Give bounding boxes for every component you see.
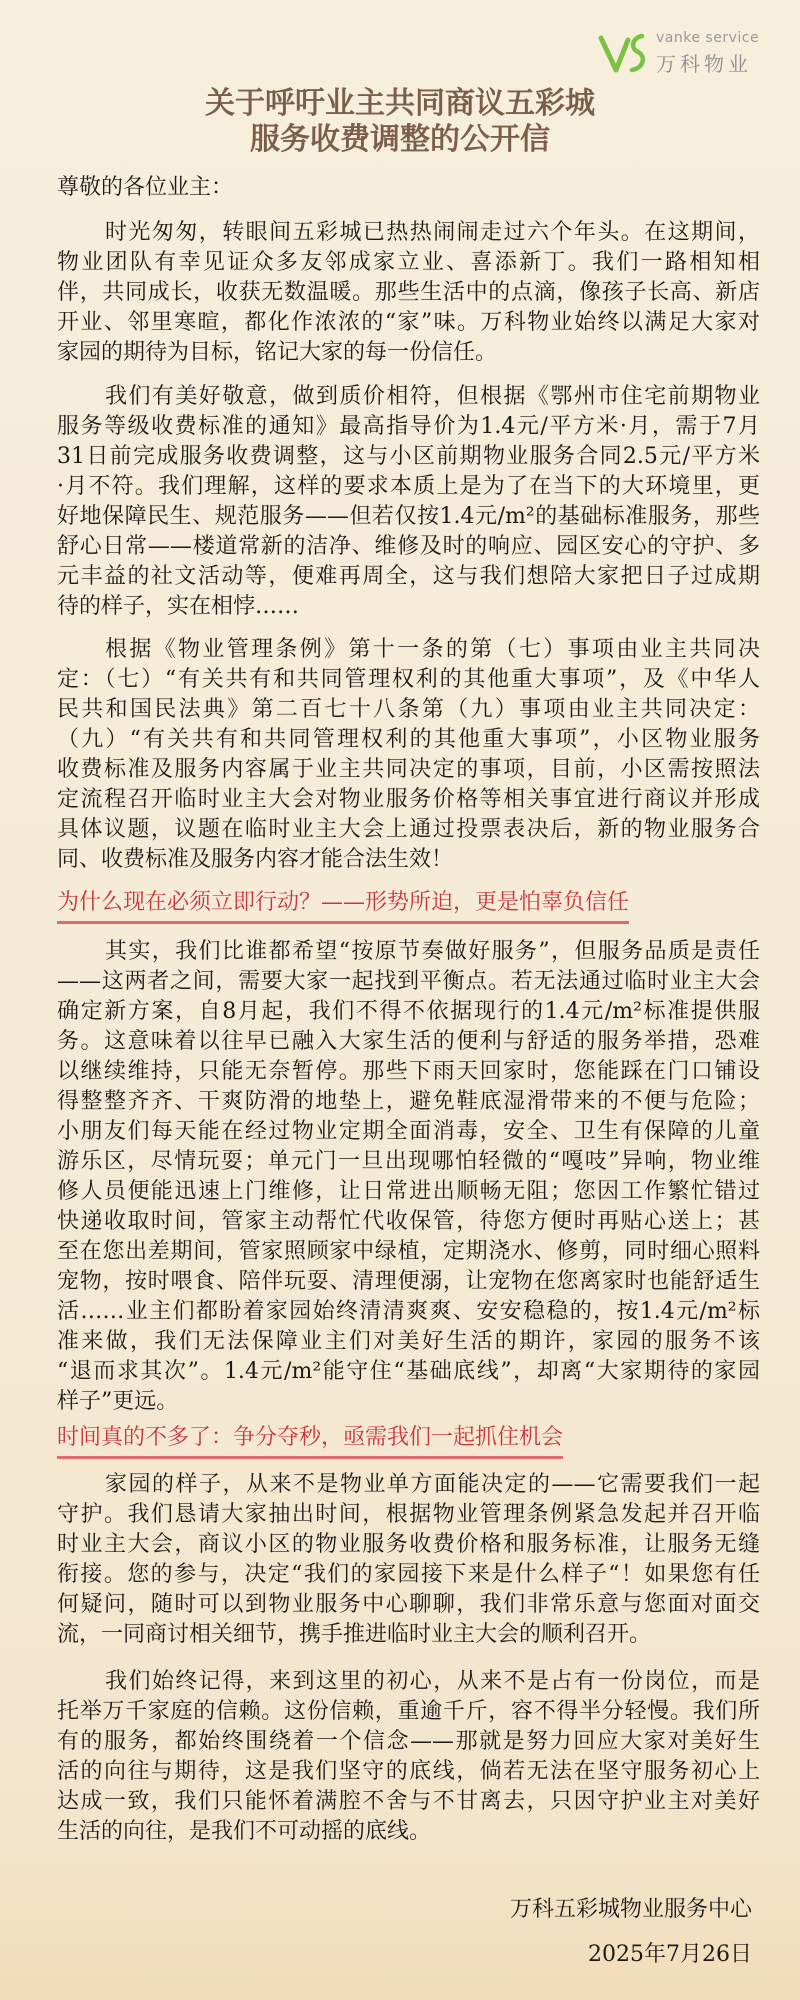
paragraph-intro	[57, 218, 760, 368]
text-line: “退而求其次”。1.4元/m²能守住“基础底线”，却离“大家期待的家园	[57, 1359, 760, 1384]
text-line: 我们有美好敬意，做到质价相符，但根据《鄂州市住宅前期物业	[105, 384, 760, 409]
signature: 万科五彩城物业服务中心	[509, 1897, 752, 1922]
vanke-logo-icon	[598, 32, 652, 74]
text-line: 定流程召开临时业主大会对物业服务价格等相关事宜进行商议并形成	[57, 787, 760, 812]
paragraph-legal-basis	[57, 635, 760, 875]
section-heading-why-act-now: 为什么现在必须立即行动？——形势所迫，更是怕辜负信任	[57, 888, 629, 924]
greeting: 尊敬的各位业主：	[57, 175, 234, 200]
text-line: 时光匆匆，转眼间五彩城已热热闹闹走过六个年头。在这期间，	[105, 220, 760, 245]
text-line: 准来做，我们无法保障业主们对美好生活的期许，家园的服务不该	[57, 1329, 760, 1354]
section-heading-time-running-out: 时间真的不多了：争分夺秒，亟需我们一起抓住机会	[57, 1423, 563, 1459]
text-line: 有的服务，都始终围绕着一个信念——那就是努力回应大家对美好生	[57, 1729, 760, 1754]
text-line: 样子”更远。	[57, 1389, 179, 1414]
text-line: 活的向往与期待，这是我们坚守的底线，倘若无法在坚守服务初心上	[57, 1759, 760, 1784]
text-line: 快递收取时间，管家主动帮忙代收保管，待您方便时再贴心送上；甚	[57, 1209, 760, 1234]
text-line: 至在您出差期间，管家照顾家中绿植，定期浇水、修剪，同时细心照料	[57, 1239, 760, 1264]
text-line: 收费标准及服务内容属于业主共同决定的事项，目前，小区需按照法	[57, 757, 760, 782]
text-line: 家园的样子，从来不是物业单方面能决定的——它需要我们一起	[105, 1472, 760, 1497]
text-line: 宠物，按时喂食、陪伴玩耍、清理便溺，让宠物在您离家时也能舒适生	[57, 1269, 760, 1294]
text-line: 伴，共同成长，收获无数温暖。那些生活中的点滴，像孩子长高、新店	[57, 280, 760, 305]
logo-text-cn: 万科物业	[656, 52, 752, 76]
title-line-2: 服务收费调整的公开信	[250, 122, 550, 157]
text-line: 好地保障民生、规范服务——但若仅按1.4元/m²的基础标准服务，那些	[57, 504, 760, 529]
text-line: 待的样子，实在相悖……	[57, 594, 300, 619]
text-line: 得整整齐齐、干爽防滑的地垫上，避免鞋底湿滑带来的不便与危险；	[57, 1089, 760, 1114]
text-line: 舒心日常——楼道常新的洁净、维修及时的响应、园区安心的守护、多	[57, 534, 760, 559]
text-line: 定：（七）“有关共有和共同管理权利的其他重大事项”，及《中华人	[57, 667, 760, 692]
text-line: 游乐区，尽情玩耍；单元门一旦出现哪怕轻微的“嘎吱”异响，物业维	[57, 1149, 760, 1174]
text-line: 31日前完成服务收费调整，这与小区前期物业服务合同2.5元/平方米	[57, 444, 760, 469]
text-line: 务。这意味着以往早已融入大家生活的便利与舒适的服务举措，恐难	[57, 1029, 760, 1054]
text-line: 守护。我们恳请大家抽出时间，根据物业管理条例紧急发起并召开临	[57, 1502, 760, 1527]
paragraph-call-to-action	[57, 1470, 760, 1650]
page-title	[0, 86, 800, 158]
text-line: 确定新方案，自8月起，我们不得不依据现行的1.4元/m²标准提供服	[57, 999, 760, 1024]
paragraph-closing	[57, 1667, 760, 1847]
text-line: ——这两者之间，需要大家一起找到平衡点。若无法通过临时业主大会	[57, 969, 760, 994]
text-line: 民共和国民法典》第二百七十八条第（九）事项由业主共同决定：	[57, 697, 760, 722]
text-line: 家园的期待为目标，铭记大家的每一份信任。	[57, 340, 498, 365]
text-line: 何疑问，随时可以到物业服务中心聊聊，我们非常乐意与您面对面交	[57, 1592, 760, 1617]
text-line: 修人员便能迅速上门维修，让日常进出顺畅无阻；您因工作繁忙错过	[57, 1179, 760, 1204]
text-line: 开业、邻里寒暄，都化作浓浓的“家”味。万科物业始终以满足大家对	[57, 310, 760, 335]
text-line: 根据《物业管理条例》第十一条的第（七）事项由业主共同决	[105, 637, 760, 662]
text-line: 元丰益的社文活动等，便难再周全，这与我们想陪大家把日子过成期	[57, 564, 760, 589]
text-line: 衔接。您的参与，决定“我们的家园接下来是什么样子“！如果您有任	[57, 1562, 760, 1587]
text-line: 时业主大会，商议小区的物业服务收费价格和服务标准，让服务无缝	[57, 1532, 760, 1557]
text-line: （九）“有关共有和共同管理权利的其他重大事项”，小区物业服务	[57, 727, 760, 752]
text-line: 流，一同商讨相关细节，携手推进临时业主大会的顺利召开。	[57, 1622, 652, 1647]
text-line: 生活的向往，是我们不可动摇的底线。	[57, 1819, 432, 1844]
text-line: 活……业主们都盼着家园始终清清爽爽、安安稳稳的，按1.4元/m²标	[57, 1299, 760, 1324]
text-line: 同、收费标准及服务内容才能合法生效！	[57, 847, 454, 872]
text-line: ·月不符。我们理解，这样的要求本质上是为了在当下的大环境里，更	[57, 474, 760, 499]
text-line: 具体议题，议题在临时业主大会上通过投票表决后，新的物业服务合	[57, 817, 760, 842]
text-line: 物业团队有幸见证众多友邻成家立业、喜添新丁。我们一路相知相	[57, 250, 760, 275]
text-line: 服务等级收费标准的通知》最高指导价为1.4元/平方米·月，需于7月	[57, 414, 760, 439]
text-line: 小朋友们每天能在经过物业定期全面消毒，安全、卫生有保障的儿童	[57, 1119, 760, 1144]
vanke-service-logo	[598, 30, 763, 76]
title-line-1: 关于呼吁业主共同商议五彩城	[205, 86, 595, 121]
text-line: 达成一致，我们只能怀着满腔不舍与不甘离去，只因守护业主对美好	[57, 1789, 760, 1814]
date: 2025年7月26日	[588, 1942, 752, 1967]
paragraph-pricing	[57, 382, 760, 622]
text-line: 托举万千家庭的信赖。这份信赖，重逾千斤，容不得半分轻慢。我们所	[57, 1699, 760, 1724]
paragraph-service-impact	[57, 937, 760, 1417]
text-line: 以继续维持，只能无奈暂停。那些下雨天回家时，您能踩在门口铺设	[57, 1059, 760, 1084]
text-line: 我们始终记得，来到这里的初心，从来不是占有一份岗位，而是	[105, 1669, 760, 1694]
logo-text-en: vanke service	[656, 30, 760, 46]
text-line: 其实，我们比谁都希望“按原节奏做好服务”，但服务品质是责任	[105, 939, 760, 964]
